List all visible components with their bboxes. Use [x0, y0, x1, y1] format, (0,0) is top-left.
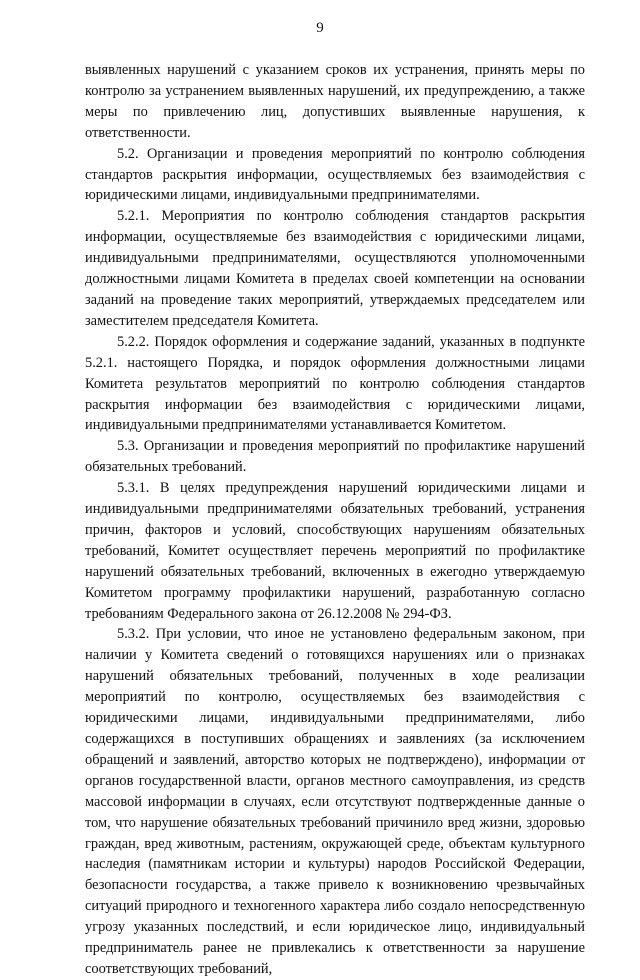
paragraph-5-3: 5.3. Организации и проведения мероприятий по профилактике нарушений обязательных требований. — [85, 438, 585, 476]
paragraph-5-3-2: 5.3.2. При условии, что иное не установлено федеральным законом, при наличии у Комитета сведений о готовящихся нарушениях или о признаках нарушений обязательных требований, полученных в ходе реализации мероприятий по контролю, осуществляемых без взаимодействия с юридическими лицами, индивидуальными предпринимателями, либо содержащихся в поступивших обращениях и заявлениях (за исключением обращений и заявлений, авторство которых не подтверждено), информации от органов государственной власти, органов местного самоуправления, из средств массовой информации в случаях, если отсутствуют подтвержденные данные о том, что нарушение обязательных требований причинило вред жизни, здоровью граждан, вред животным, растениям, окружающей среде, объектам культурного наследия (памятникам истории и культуры) народов Российской Федерации, безопасности государства, а также привело к возникновению чрезвычайных ситуаций природного и техногенного характера либо создало непосредственную угрозу указанных последствий, и если юридическое лицо, индивидуальный предприниматель ранее не привлекались к ответственности за нарушение соответствующих требований, — [85, 626, 585, 977]
paragraph-5-2-1: 5.2.1. Мероприятия по контролю соблюдения стандартов раскрытия информации, осуществляемые без взаимодействия с юридическими лицами, индивидуальными предпринимателями, осуществляются уполномоченными должностными лицами Комитета в пределах своей компетенции на основании заданий на проведение таких мероприятий, утверждаемых председателем или заместителем председателя Комитета. — [85, 208, 585, 329]
paragraph-5-2-2: 5.2.2. Порядок оформления и содержание заданий, указанных в подпункте 5.2.1. настоящего Порядка, и порядок оформления должностными лицами Комитета результатов мероприятий по контролю соблюдения стандартов раскрытия информации без взаимодействия с юридическими лицами, индивидуальными предпринимателями устанавливается Комитетом. — [85, 333, 585, 434]
document-body — [85, 60, 585, 980]
paragraph-continuation: выявленных нарушений с указанием сроков их устранения, принять меры по контролю за устранением выявленных нарушений, их предупреждению, а также меры по привлечению лиц, допустивших выявленные нарушения, к ответственности. — [85, 62, 585, 141]
paragraph-5-2: 5.2. Организации и проведения мероприятий по контролю соблюдения стандартов раскрытия информации, осуществляемых без взаимодействия с юридическими лицами, индивидуальными предпринимателями. — [85, 145, 585, 204]
page-number: 9 — [316, 20, 324, 36]
paragraph-5-3-1: 5.3.1. В целях предупреждения нарушений юридическими лицами и индивидуальными предпринимателями обязательных требований, устранения причин, факторов и условий, способствующих нарушениям обязательных требований, Комитет осуществляет перечень мероприятий по профилактике нарушений обязательных требований, включенных в ежегодно утверждаемую Комитетом программу профилактики нарушений, разработанную согласно требованиям Федерального закона от 26.12.2008 № 294-ФЗ. — [85, 480, 585, 622]
